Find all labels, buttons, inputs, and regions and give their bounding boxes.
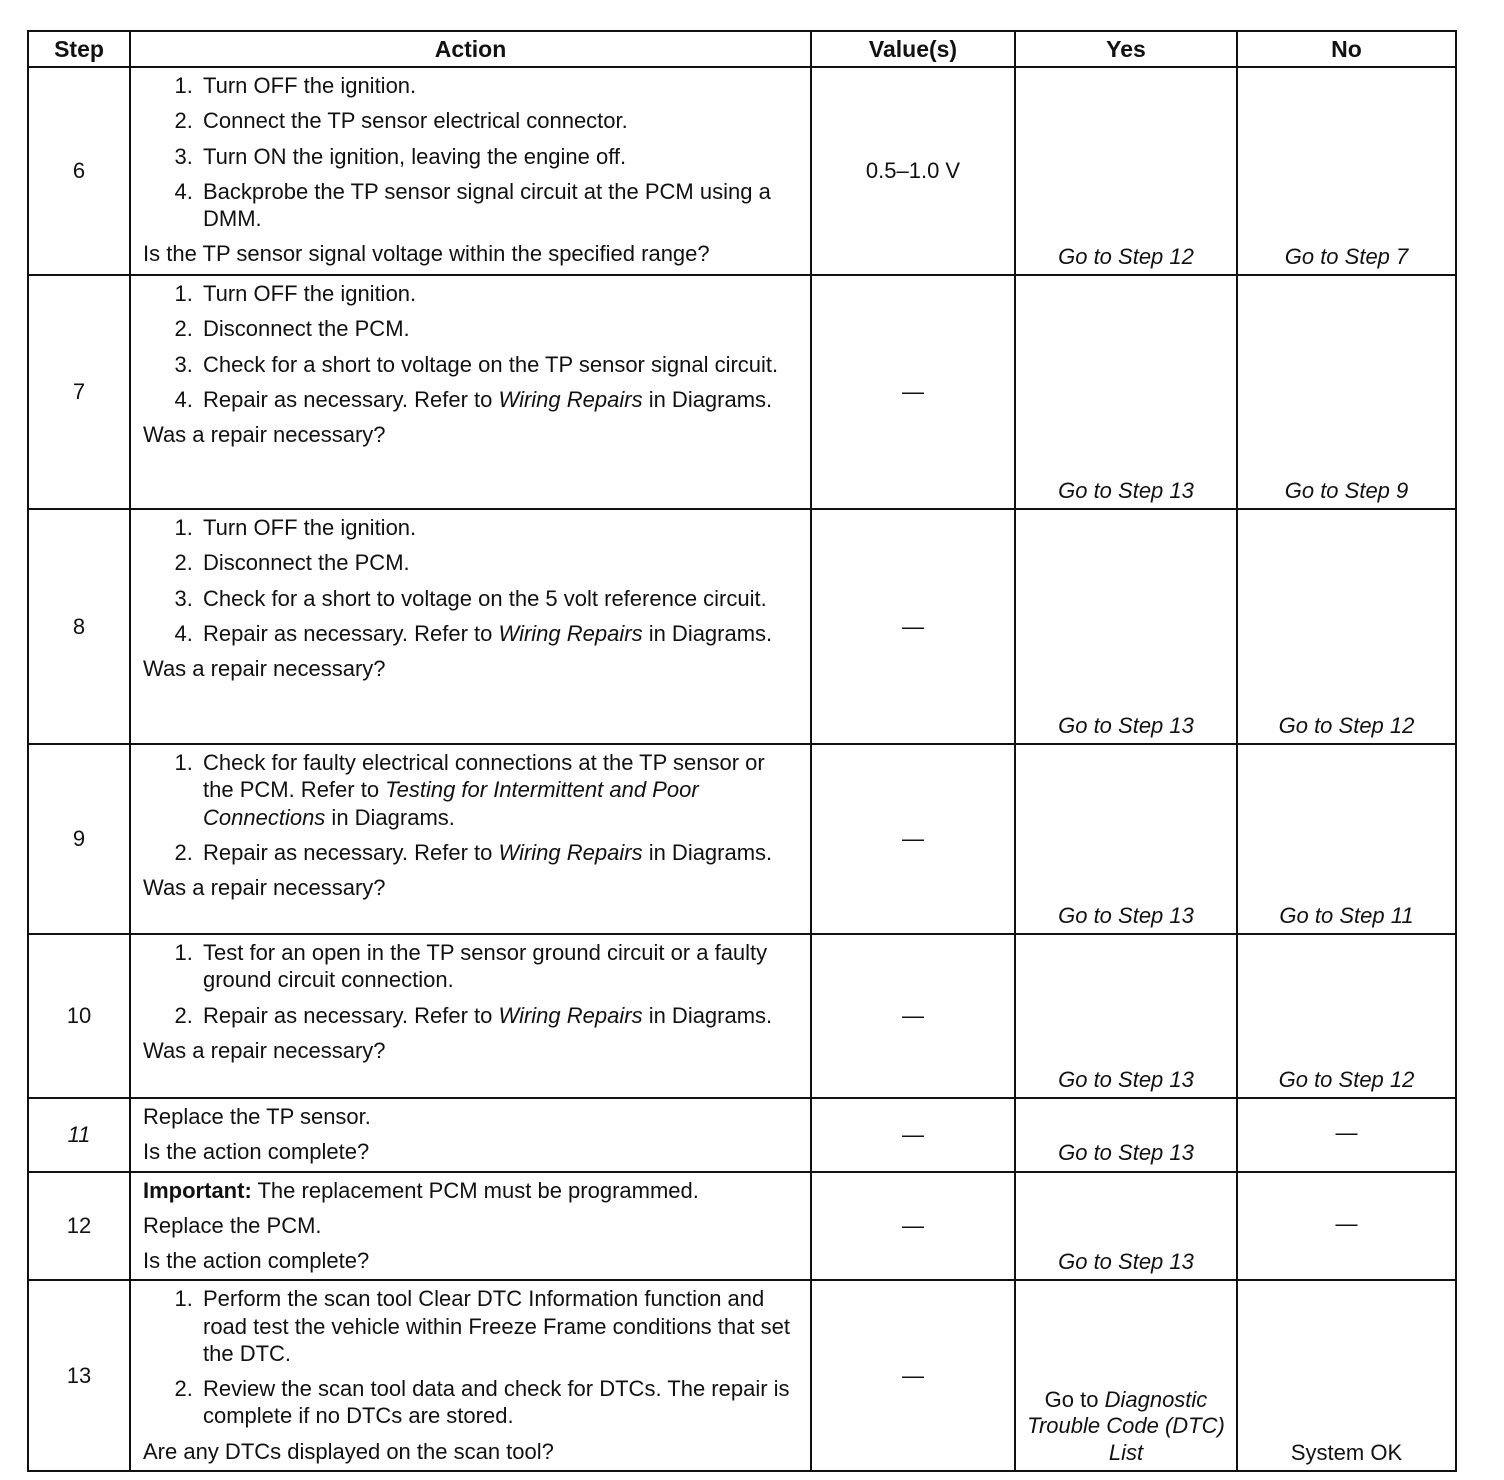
value-dash: — [811,275,1015,509]
no-dash: — [1237,1172,1456,1281]
yes-link[interactable]: Go to Step 13 [1015,1172,1237,1281]
action-list [143,72,798,232]
yes-link[interactable]: Go to Step 13 [1015,934,1237,1098]
action-text: Replace the TP sensor. [143,1104,371,1129]
list-item [199,749,798,831]
list-item: 1. Turn OFF the ignition. [199,514,798,541]
important-text: The replacement PCM must be programmed. [251,1177,699,1203]
question: Is the action complete? [143,1139,370,1165]
no-link[interactable]: Go to Step 11 [1237,744,1456,934]
value-dash: — [811,1280,1015,1471]
action-list [143,1285,798,1429]
action-cell [130,509,811,744]
list-item [199,386,798,413]
important-note [143,1177,798,1204]
table-row [28,67,1456,275]
table-row [28,275,1456,509]
yes-link[interactable]: Go to Step 13 [1015,1098,1237,1172]
wiring-repairs-link[interactable]: Wiring Repairs [498,386,643,412]
list-item [199,1002,798,1029]
no-link[interactable]: Go to Step 12 [1237,934,1456,1098]
question: Is the TP sensor signal voltage within the specified range? [143,241,710,267]
important-label: Important: [143,1177,252,1203]
list-item: 2. Disconnect the PCM. [199,549,798,576]
header-row [28,31,1456,67]
header-yes: Yes [1015,31,1237,67]
list-item: 3. Check for a short to voltage on the TP sensor signal circuit. [199,351,798,378]
action-cell [130,744,811,934]
action-cell [130,934,811,1098]
header-values: Value(s) [811,31,1015,67]
no-link[interactable]: Go to Step 12 [1237,509,1456,744]
list-item: 4. Backprobe the TP sensor signal circuit at the PCM using a DMM. [199,178,798,233]
item-text: in Diagrams. [642,386,773,412]
action-text: Replace the PCM. [143,1212,322,1238]
list-item: 1. Perform the scan tool Clear DTC Information function and road test the vehicle within Freeze Frame conditions that set the DTC. [199,1285,798,1367]
list-item: 1. Turn OFF the ignition. [199,72,798,99]
header-no: No [1237,31,1456,67]
action-cell [130,275,811,509]
action-cell [130,67,811,275]
step-number: 7 [28,275,130,509]
item-text: Repair as necessary. Refer to [203,386,499,412]
item-text: Repair as necessary. Refer to [203,1002,499,1028]
question: Are any DTCs displayed on the scan tool? [143,1438,554,1464]
yes-link[interactable]: Go to Step 13 [1015,275,1237,509]
item-text: in Diagrams. [642,839,773,865]
table-row [28,509,1456,744]
header-step: Step [28,31,130,67]
action-list [143,514,798,647]
item-text: in Diagrams. [325,804,455,830]
step-number: 11 [28,1098,130,1172]
list-item: 1. Test for an open in the TP sensor ground circuit or a faulty ground circuit connection. [199,939,798,994]
list-item [199,620,798,647]
wiring-repairs-link[interactable]: Wiring Repairs [498,620,643,646]
wiring-repairs-link[interactable]: Wiring Repairs [498,839,643,865]
question: Was a repair necessary? [143,422,386,448]
question: Was a repair necessary? [143,1037,386,1063]
list-item: 3. Check for a short to voltage on the 5 volt reference circuit. [199,585,798,612]
table-row [28,1098,1456,1172]
dtc-list-link[interactable]: Diagnostic Trouble Code (DTC) List [1027,1386,1225,1465]
item-text: Repair as necessary. Refer to [203,620,499,646]
action-list [143,939,798,1029]
list-item: 2. Disconnect the PCM. [199,315,798,342]
list-item: 1. Turn OFF the ignition. [199,280,798,307]
step-number: 6 [28,67,130,275]
no-link[interactable]: Go to Step 7 [1237,67,1456,275]
table-row [28,744,1456,934]
list-item: 2. Connect the TP sensor electrical connector. [199,107,798,134]
list-item: 2. Review the scan tool data and check for DTCs. The repair is complete if no DTCs are stored. [199,1375,798,1430]
yes-link[interactable]: Go to Step 13 [1015,744,1237,934]
value-dash: — [811,934,1015,1098]
step-number: 8 [28,509,130,744]
yes-cell [1015,1280,1237,1471]
yes-link[interactable]: Go to Step 12 [1015,67,1237,275]
no-result: System OK [1237,1280,1456,1471]
step-number: 13 [28,1280,130,1471]
yes-link[interactable]: Go to Step 13 [1015,509,1237,744]
action-list [143,749,798,866]
testing-intermittent-link[interactable]: Testing for Intermittent and Poor Connections [203,777,699,830]
action-cell [130,1172,811,1281]
item-text: in Diagrams. [642,1002,773,1028]
header-action: Action [130,31,811,67]
value-dash: — [811,744,1015,934]
value-dash: — [811,1098,1015,1172]
action-cell [130,1098,811,1172]
question: Is the action complete? [143,1248,370,1274]
list-item [199,839,798,866]
action-list [143,280,798,413]
diagnostic-table [27,30,1457,1472]
step-number: 9 [28,744,130,934]
table-row [28,934,1456,1098]
step-number: 10 [28,934,130,1098]
value-cell: 0.5–1.0 V [811,67,1015,275]
value-dash: — [811,1172,1015,1281]
no-link[interactable]: Go to Step 9 [1237,275,1456,509]
list-item: 3. Turn ON the ignition, leaving the engine off. [199,143,798,170]
wiring-repairs-link[interactable]: Wiring Repairs [498,1002,643,1028]
table-row [28,1280,1456,1471]
item-text: in Diagrams. [642,620,773,646]
no-dash: — [1237,1098,1456,1172]
step-number: 12 [28,1172,130,1281]
question: Was a repair necessary? [143,656,386,682]
yes-text: Go to [1044,1386,1105,1412]
item-text: Repair as necessary. Refer to [203,839,499,865]
value-dash: — [811,509,1015,744]
item-text: Check for faulty electrical connections at the TP sensor or the PCM. Refer to [203,750,765,803]
question: Was a repair necessary? [143,875,386,901]
action-cell [130,1280,811,1471]
table-row [28,1172,1456,1281]
